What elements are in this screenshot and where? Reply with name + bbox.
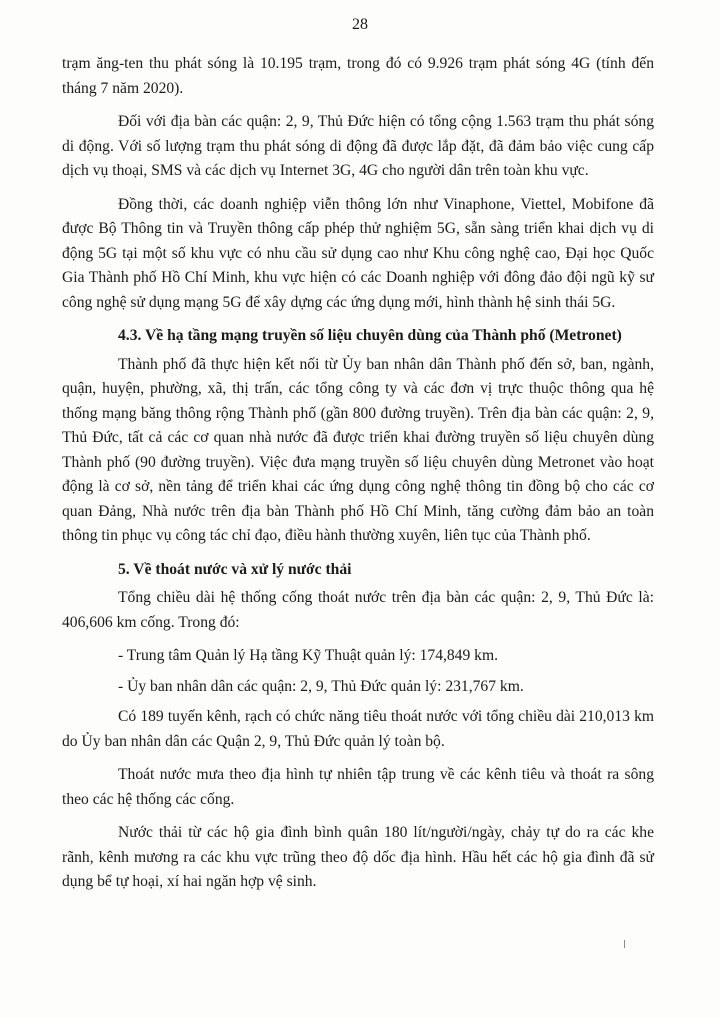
paragraph-rainwater: Thoát nước mưa theo địa hình tự nhiên tập trung về các kênh tiêu và thoát ra sông theo các hệ thống các cống. xyxy=(62,766,654,808)
paragraph-5g-trial: Đồng thời, các doanh nghiệp viễn thông lớn như Vinaphone, Viettel, Mobifone đã được Bộ Thông tin và Truyền thông cấp phép thử nghiệm 5G, sẵn sàng triển khai dịch vụ di động 5G tại một số khu vực có nhu cầu sử dụng cao như Khu công nghệ cao, Đại học Quốc Gia Thành phố Hồ Chí Minh, khu vực hiện có các Doanh nghiệp với đông đảo đội ngũ kỹ sư công nghệ sử dụng mạng 5G để xây dựng các ứng dụng mới, hình thành hệ sinh thái 5G. xyxy=(62,195,654,311)
scan-mark xyxy=(624,940,625,948)
list-item-district-committees: - Ủy ban nhân dân các quận: 2, 9, Thủ Đức quản lý: 231,767 km. xyxy=(118,677,524,695)
paragraph-continued: trạm ăng-ten thu phát sóng là 10.195 trạm, trong đó có 9.926 trạm phát sóng 4G (tính đến tháng 7 năm 2020). xyxy=(62,55,654,97)
document-body xyxy=(62,52,654,904)
paragraph-drainage-length: Tổng chiều dài hệ thống cống thoát nước trên địa bàn các quận: 2, 9, Thủ Đức là: 406,606 km cống. Trong đó: xyxy=(62,589,654,631)
paragraph-districts-stations: Đối với địa bàn các quận: 2, 9, Thủ Đức hiện có tổng cộng 1.563 trạm thu phát sóng di động. Với số lượng trạm thu phát sóng di động đã được lắp đặt, đã đảm bảo việc cung cấp dịch vụ thoại, SMS và các dịch vụ Internet 3G, 4G cho người dân trên toàn khu vực. xyxy=(62,113,654,179)
paragraph-metronet: Thành phố đã thực hiện kết nối từ Ủy ban nhân dân Thành phố đến sở, ban, ngành, quận, huyện, phường, xã, thị trấn, các tổng công ty và các đơn vị trực thuộc thông qua hệ thống mạng băng thông rộng Thành phố (gần 800 đường truyền). Trên địa bàn các quận: 2, 9, Thủ Đức, tất cả các cơ quan nhà nước đã được triển khai đường truyền số liệu chuyên dùng Thành phố (90 đường truyền). Việc đưa mạng truyền số liệu chuyên dùng Metronet vào hoạt động là cơ sở, nền tảng để triển khai các ứng dụng công nghệ thông tin đồng bộ cho các cơ quan Đảng, Nhà nước trên địa bàn Thành phố Hồ Chí Minh, tăng cường đảm bảo an toàn thông tin phục vụ công tác chỉ đạo, điều hành thường xuyên, liên tục của Thành phố. xyxy=(62,355,654,544)
page-number: 28 xyxy=(352,16,368,33)
paragraph-canals: Có 189 tuyến kênh, rạch có chức năng tiêu thoát nước với tổng chiều dài 210,013 km do Ủy ban nhân dân các Quận 2, 9, Thủ Đức quản lý toàn bộ. xyxy=(62,708,654,750)
section-heading-4-3: 4.3. Về hạ tầng mạng truyền số liệu chuyên dùng của Thành phố (Metronet) xyxy=(118,327,622,344)
paragraph-wastewater: Nước thải từ các hộ gia đình bình quân 180 lít/người/ngày, chảy tự do ra các khe rãnh, kênh mương ra các khu vực trũng theo độ dốc địa hình. Hầu hết các hộ gia đình đã sử dụng bể tự hoại, xí hai ngăn hợp vệ sinh. xyxy=(62,824,654,890)
list-item-infrastructure-center: - Trung tâm Quản lý Hạ tầng Kỹ Thuật quản lý: 174,849 km. xyxy=(118,647,498,664)
section-heading-5: 5. Về thoát nước và xử lý nước thải xyxy=(118,560,352,578)
